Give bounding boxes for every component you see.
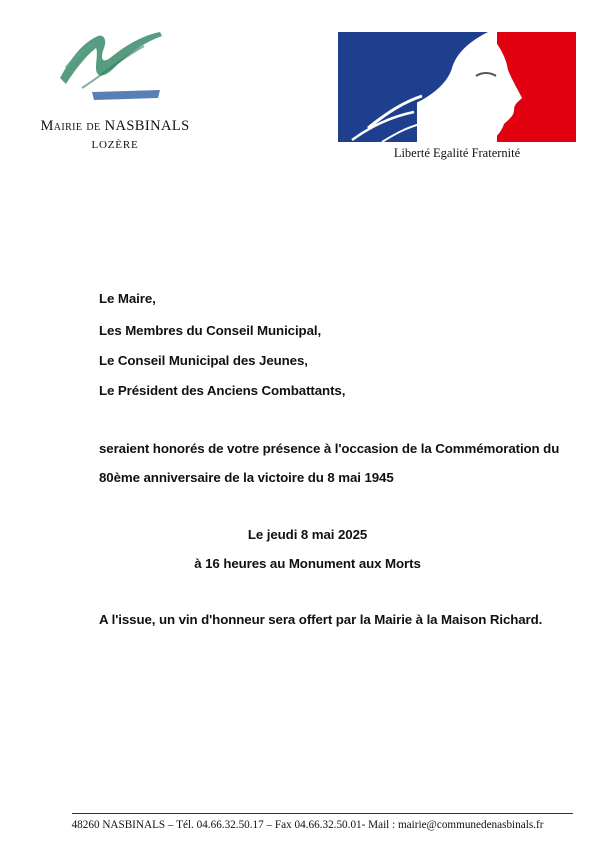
signatory-line: Le Président des Anciens Combattants, bbox=[99, 383, 346, 398]
republic-motto: Liberté Egalité Fraternité bbox=[393, 146, 521, 160]
footer-divider bbox=[72, 813, 573, 814]
footer-contact: 48260 NASBINALS – Tél. 04.66.32.50.17 – Fax 04.66.32.50.01- Mail : mairie@communedenasbinals.fr bbox=[71, 819, 544, 831]
signatory-line: Le Conseil Municipal des Jeunes, bbox=[99, 353, 308, 368]
event-time-place: à 16 heures au Monument aux Morts bbox=[194, 556, 421, 571]
invitation-line: 80ème anniversaire de la victoire du 8 mai 1945 bbox=[99, 470, 394, 485]
department-name: LOZÈRE bbox=[91, 139, 139, 151]
invitation-line: seraient honorés de votre présence à l'occasion de la Commémoration du bbox=[99, 441, 560, 456]
mairie-name: Mairie de NASBINALS bbox=[40, 118, 190, 134]
marianne-icon bbox=[338, 32, 576, 142]
nasbinals-logo-icon bbox=[52, 28, 167, 106]
signatory-line: Les Membres du Conseil Municipal, bbox=[99, 323, 322, 338]
signatory-line: Le Maire, bbox=[99, 291, 156, 306]
event-date: Le jeudi 8 mai 2025 bbox=[247, 527, 368, 542]
closing-line: A l'issue, un vin d'honneur sera offert par la Mairie à la Maison Richard. bbox=[99, 612, 543, 627]
